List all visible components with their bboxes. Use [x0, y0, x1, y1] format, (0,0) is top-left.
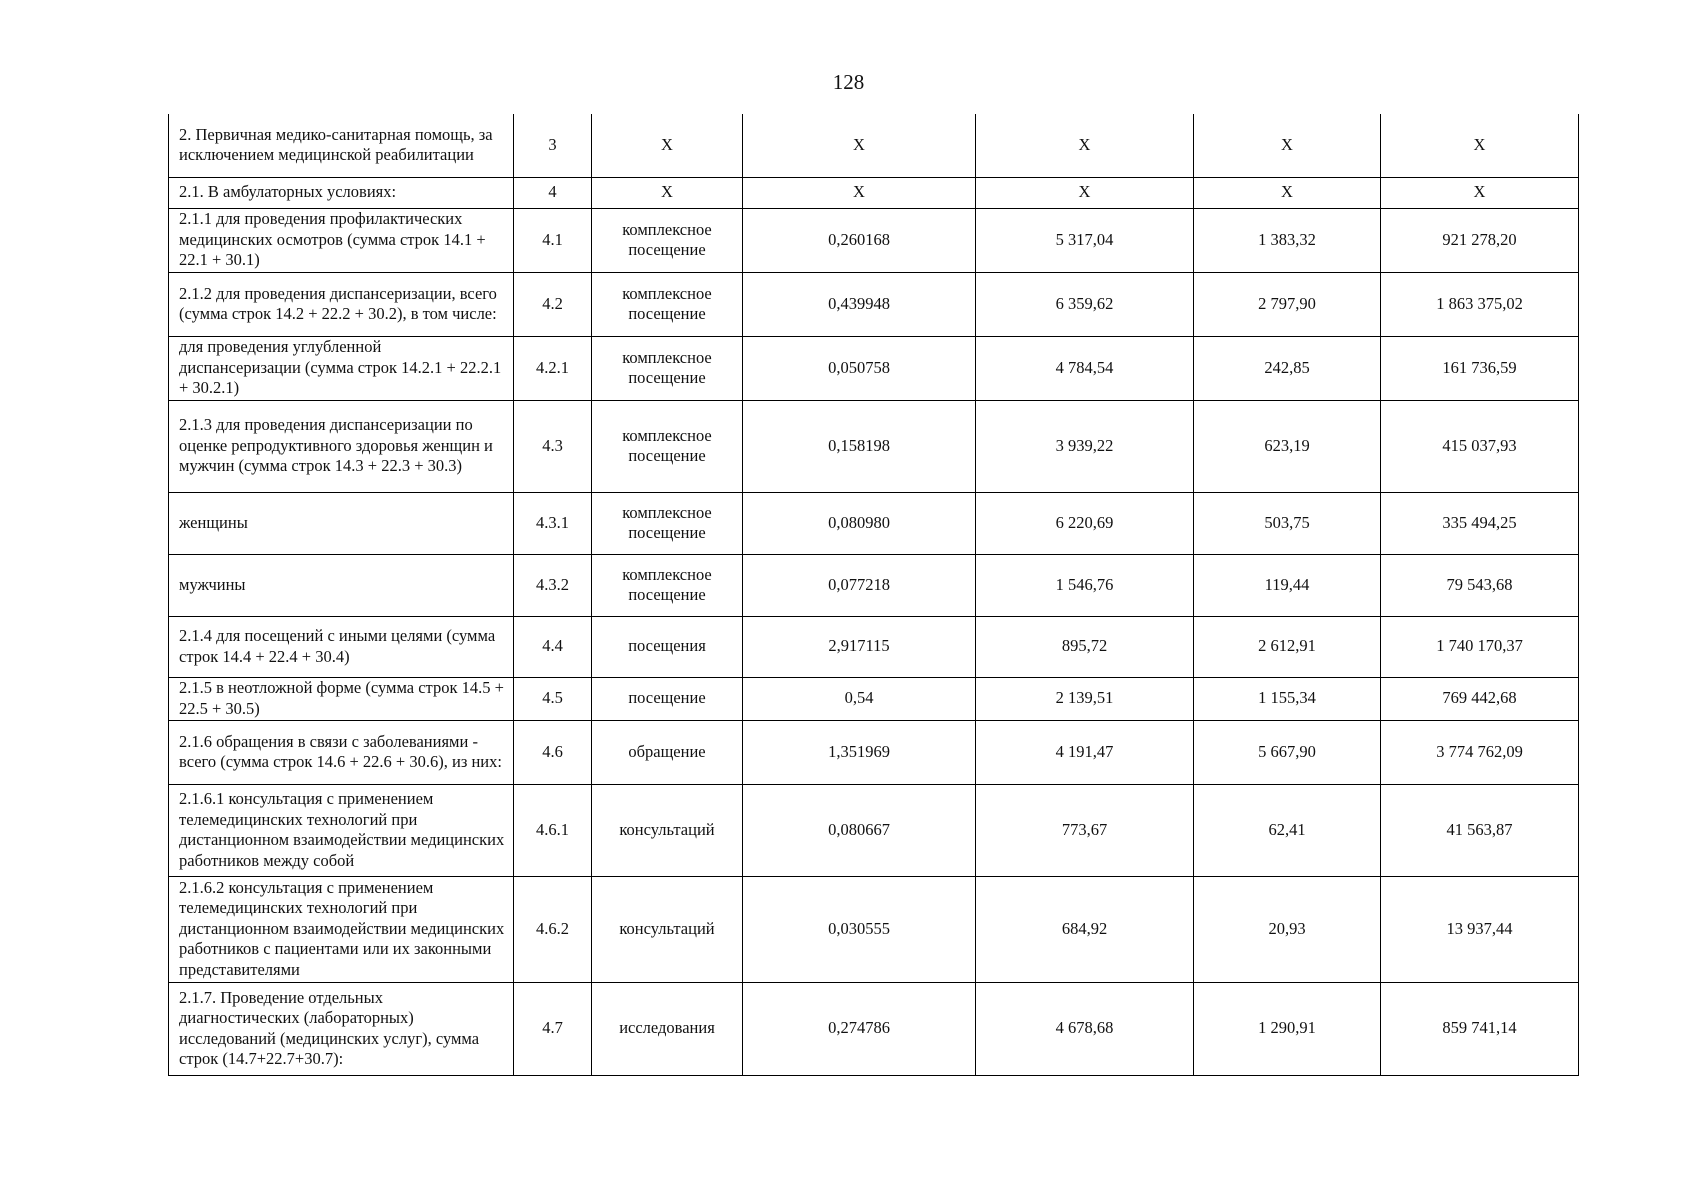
row-code: 4.4	[514, 616, 592, 677]
row-value-2: 895,72	[976, 616, 1194, 677]
row-unit: комплексное посещение	[592, 400, 743, 492]
row-value-1: X	[743, 177, 976, 208]
row-value-4: 921 278,20	[1381, 208, 1579, 272]
row-code: 4	[514, 177, 592, 208]
row-label: 2.1.6 обращения в связи с заболеваниями - всего (сумма строк 14.6 + 22.6 + 30.6), из них:	[169, 720, 514, 784]
row-value-3: 623,19	[1194, 400, 1381, 492]
row-unit: X	[592, 114, 743, 177]
row-label: женщины	[169, 492, 514, 554]
row-code: 4.6.2	[514, 876, 592, 982]
row-value-1: 0,274786	[743, 982, 976, 1075]
row-unit: комплексное посещение	[592, 492, 743, 554]
row-value-3: 2 797,90	[1194, 272, 1381, 336]
row-value-4: 415 037,93	[1381, 400, 1579, 492]
row-value-2: 1 546,76	[976, 554, 1194, 616]
row-value-3: X	[1194, 177, 1381, 208]
row-code: 4.2.1	[514, 336, 592, 400]
row-value-2: 4 678,68	[976, 982, 1194, 1075]
row-code: 4.1	[514, 208, 592, 272]
table-row	[169, 208, 1579, 272]
row-value-4: 859 741,14	[1381, 982, 1579, 1075]
row-value-1: 0,077218	[743, 554, 976, 616]
row-value-3: 1 383,32	[1194, 208, 1381, 272]
row-value-2: 6 359,62	[976, 272, 1194, 336]
row-value-1: X	[743, 114, 976, 177]
table-row	[169, 114, 1579, 177]
row-value-2: 2 139,51	[976, 677, 1194, 720]
table-row	[169, 554, 1579, 616]
row-code: 4.3.1	[514, 492, 592, 554]
table-row	[169, 492, 1579, 554]
row-unit: обращение	[592, 720, 743, 784]
row-code: 4.3	[514, 400, 592, 492]
row-unit: исследования	[592, 982, 743, 1075]
table-row	[169, 616, 1579, 677]
table-row	[169, 272, 1579, 336]
row-code: 4.7	[514, 982, 592, 1075]
row-code: 4.6.1	[514, 784, 592, 876]
data-table	[168, 114, 1579, 1076]
row-value-4: 79 543,68	[1381, 554, 1579, 616]
row-value-4: X	[1381, 114, 1579, 177]
row-value-2: 5 317,04	[976, 208, 1194, 272]
row-label: 2.1.5 в неотложной форме (сумма строк 14.5 + 22.5 + 30.5)	[169, 677, 514, 720]
row-value-2: X	[976, 114, 1194, 177]
row-label: 2.1.6.1 консультация с применением телемедицинских технологий при дистанционном взаимодействии медицинских работников между собой	[169, 784, 514, 876]
row-value-1: 1,351969	[743, 720, 976, 784]
row-label: 2.1.7. Проведение отдельных диагностических (лабораторных) исследований (медицинских услуг), сумма строк (14.7+22.7+30.7):	[169, 982, 514, 1075]
row-value-4: 13 937,44	[1381, 876, 1579, 982]
row-value-2: 6 220,69	[976, 492, 1194, 554]
row-label: для проведения углубленной диспансеризации (сумма строк 14.2.1 + 22.2.1 + 30.2.1)	[169, 336, 514, 400]
row-label: 2.1.2 для проведения диспансеризации, всего (сумма строк 14.2 + 22.2 + 30.2), в том числе:	[169, 272, 514, 336]
row-code: 4.2	[514, 272, 592, 336]
row-value-1: 0,158198	[743, 400, 976, 492]
row-value-4: X	[1381, 177, 1579, 208]
row-code: 3	[514, 114, 592, 177]
row-label: мужчины	[169, 554, 514, 616]
row-value-3: 2 612,91	[1194, 616, 1381, 677]
row-value-1: 2,917115	[743, 616, 976, 677]
row-unit: консультаций	[592, 784, 743, 876]
row-label: 2.1.1 для проведения профилактических медицинских осмотров (сумма строк 14.1 + 22.1 + 30.1)	[169, 208, 514, 272]
row-code: 4.6	[514, 720, 592, 784]
row-unit: комплексное посещение	[592, 272, 743, 336]
row-value-4: 769 442,68	[1381, 677, 1579, 720]
row-value-3: 119,44	[1194, 554, 1381, 616]
row-code: 4.5	[514, 677, 592, 720]
row-unit: комплексное посещение	[592, 336, 743, 400]
table-row	[169, 336, 1579, 400]
page-number: 128	[832, 70, 865, 94]
row-value-1: 0,030555	[743, 876, 976, 982]
row-unit: комплексное посещение	[592, 208, 743, 272]
table-row	[169, 784, 1579, 876]
row-value-1: 0,050758	[743, 336, 976, 400]
row-value-3: 20,93	[1194, 876, 1381, 982]
row-value-1: 0,080667	[743, 784, 976, 876]
row-value-1: 0,439948	[743, 272, 976, 336]
row-label: 2.1. В амбулаторных условиях:	[169, 177, 514, 208]
row-unit: посещения	[592, 616, 743, 677]
row-value-2: 3 939,22	[976, 400, 1194, 492]
row-unit: X	[592, 177, 743, 208]
row-value-1: 0,54	[743, 677, 976, 720]
row-value-2: 4 784,54	[976, 336, 1194, 400]
row-value-3: 1 155,34	[1194, 677, 1381, 720]
row-value-4: 3 774 762,09	[1381, 720, 1579, 784]
table-row	[169, 677, 1579, 720]
row-label: 2.1.4 для посещений с иными целями (сумма строк 14.4 + 22.4 + 30.4)	[169, 616, 514, 677]
table-row	[169, 177, 1579, 208]
row-label: 2.1.6.2 консультация с применением телемедицинских технологий при дистанционном взаимодействии медицинских работников с пациентами или их законными представителями	[169, 876, 514, 982]
row-value-1: 0,260168	[743, 208, 976, 272]
table-row	[169, 720, 1579, 784]
row-value-4: 41 563,87	[1381, 784, 1579, 876]
row-value-1: 0,080980	[743, 492, 976, 554]
row-value-4: 161 736,59	[1381, 336, 1579, 400]
row-code: 4.3.2	[514, 554, 592, 616]
table-row	[169, 400, 1579, 492]
row-value-3: 5 667,90	[1194, 720, 1381, 784]
row-label: 2.1.3 для проведения диспансеризации по оценке репродуктивного здоровья женщин и мужчин (сумма строк 14.3 + 22.3 + 30.3)	[169, 400, 514, 492]
row-value-2: 4 191,47	[976, 720, 1194, 784]
row-value-3: 503,75	[1194, 492, 1381, 554]
row-value-3: 62,41	[1194, 784, 1381, 876]
table-row	[169, 982, 1579, 1075]
row-value-2: 773,67	[976, 784, 1194, 876]
row-unit: комплексное посещение	[592, 554, 743, 616]
row-value-3: 242,85	[1194, 336, 1381, 400]
row-unit: посещение	[592, 677, 743, 720]
row-value-4: 1 740 170,37	[1381, 616, 1579, 677]
row-value-2: X	[976, 177, 1194, 208]
row-value-2: 684,92	[976, 876, 1194, 982]
row-unit: консультаций	[592, 876, 743, 982]
row-value-3: X	[1194, 114, 1381, 177]
row-label: 2. Первичная медико-санитарная помощь, за исключением медицинской реабилитации	[169, 114, 514, 177]
row-value-4: 335 494,25	[1381, 492, 1579, 554]
row-value-3: 1 290,91	[1194, 982, 1381, 1075]
row-value-4: 1 863 375,02	[1381, 272, 1579, 336]
table-row	[169, 876, 1579, 982]
